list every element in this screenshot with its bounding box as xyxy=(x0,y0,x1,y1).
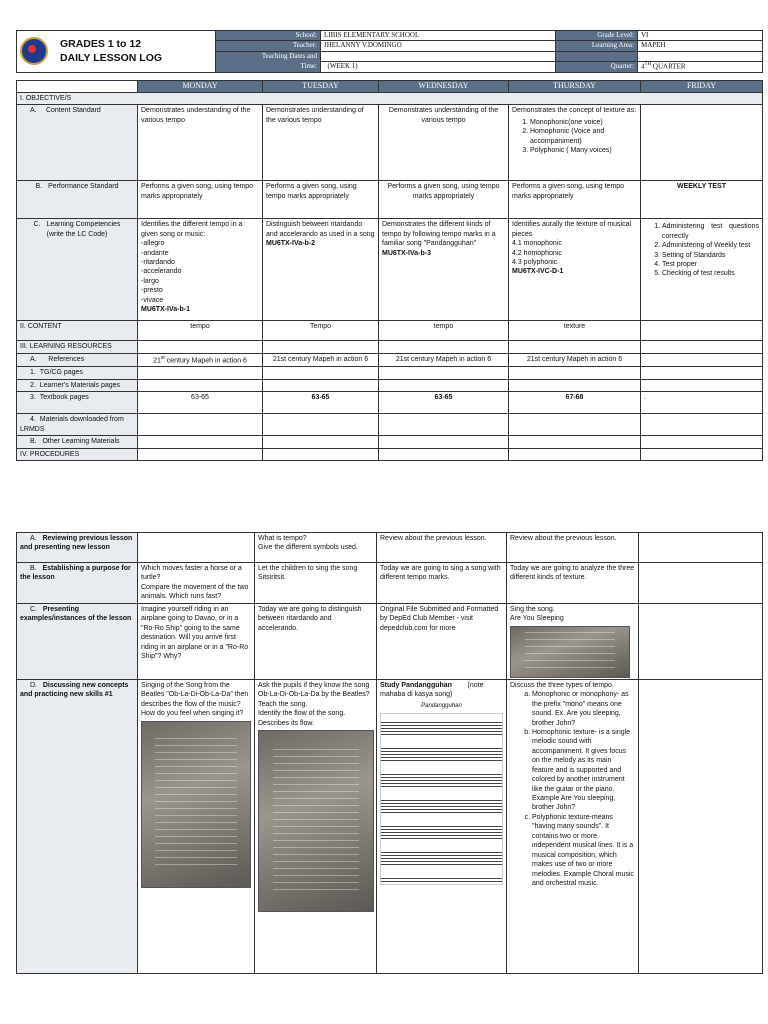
day-header-tuesday: TUESDAY xyxy=(263,81,379,93)
performance-standard-label: B. Performance Standard xyxy=(17,181,138,219)
purpose-mon: Which moves faster a horse or a turtle? Compare the movement of the two animals. Which runs fast? xyxy=(138,563,255,604)
lc-code-thu: MU6TX-IVC-D-1 xyxy=(512,268,564,276)
textbook-pages-label: 3. Textbook pages xyxy=(17,392,138,414)
reviewing-mon xyxy=(138,533,255,563)
area-label: Learning Area: xyxy=(556,41,638,51)
content-thu: texture xyxy=(509,321,641,341)
textbook-tue: 63-65 xyxy=(263,392,379,414)
discussing-wed: Study Pandangguhan (note mahaba di kasya song) Pandangguhan xyxy=(377,679,507,973)
lesson-table-procedures xyxy=(16,532,762,974)
header-title-cell xyxy=(17,31,216,73)
references-thu: 21st century Mapeh in action 6 xyxy=(509,353,641,367)
purpose-thu: Today we are going to analyze the three different kinds of texture. xyxy=(507,563,639,604)
header-block xyxy=(16,30,762,73)
references-wed: 21st century Mapeh in action 6 xyxy=(379,353,509,367)
presenting-wed: Original File Submitted and Formatted by DepEd Club Member - visit depedclub.com for more xyxy=(377,603,507,679)
reviewing-wed: Review about the previous lesson. xyxy=(377,533,507,563)
performance-wed: Performs a given song, using tempo marks appropriately xyxy=(379,181,509,219)
references-mon: 21st century Mapeh in action 6 xyxy=(138,353,263,367)
references-tue: 21st century Mapeh in action 6 xyxy=(263,353,379,367)
lc-mon: Identifies the different tempo in a given song or music: -allegro -andante -ritardando -accelerando -largo -presto -vivace MU6TX-IVa-b-1 xyxy=(138,219,263,321)
school-label: School: xyxy=(216,31,321,41)
content-standard-tue: Demonstrates understanding of the various tempo xyxy=(263,105,379,181)
content-standard-fri xyxy=(641,105,763,181)
lyrics-photo-mon xyxy=(141,721,251,888)
materials-downloaded-label: 4. Materials downloaded from LRMDS xyxy=(17,414,138,436)
resources-heading: III. LEARNING RESOURCES xyxy=(17,341,138,353)
other-materials-label: B. Other Learning Materials xyxy=(17,436,138,448)
objectives-heading: I. OBJECTIVE/S xyxy=(17,92,763,104)
discussing-tue: Ask the pupils if they know the song Ob-La-Di-Ob-La-Da by the Beatles? Teach the song. Identify the flow of the song. Describes its flow. xyxy=(255,679,377,973)
song-book-photo xyxy=(510,626,630,678)
content-tue: Tempo xyxy=(263,321,379,341)
presenting-fri xyxy=(639,603,763,679)
lc-wed: Demonstrates the different kinds of tempo by following tempo marks in a familiar song "Pandangguhan" MU6TX-IVa-b-3 xyxy=(379,219,509,321)
page-title: GRADES 1 to 12 DAILY LESSON LOG xyxy=(59,38,163,65)
day-header-monday: MONDAY xyxy=(138,81,263,93)
quarter-value: 4TH QUARTER xyxy=(638,61,763,72)
teacher-label: Teacher: xyxy=(216,41,321,51)
dates-label: Teaching Dates and Time: xyxy=(216,51,321,72)
textbook-thu: 67-68 xyxy=(509,392,641,414)
sheet-music-image xyxy=(380,713,503,885)
lc-thu: Identifies aurally the texture of musical pieces 4.1 monophonic 4.2 homophonic 4.3 polyphonic MU6TX-IVC-D-1 xyxy=(509,219,641,321)
presenting-thu: Sing the song. Are You Sleeping xyxy=(507,603,639,679)
purpose-fri xyxy=(639,563,763,604)
day-header-thursday: THURSDAY xyxy=(509,81,641,93)
quarter-label: Quarter: xyxy=(556,61,638,72)
performance-mon: Performs a given song, using tempo marks appropriately xyxy=(138,181,263,219)
content-wed: tempo xyxy=(379,321,509,341)
teacher-value: JHELANNY V.DOMINGO xyxy=(321,41,556,51)
lc-code-mon: MU6TX-IVa-b-1 xyxy=(141,306,191,314)
presenting-label: C. Presenting examples/instances of the lesson xyxy=(17,603,138,679)
content-standard-mon: Demonstrates understanding of the various tempo xyxy=(138,105,263,181)
purpose-tue: Let the children to sing the song Sitsiritsit. xyxy=(255,563,377,604)
presenting-mon: Imagine yourself riding in an airplane going to Davao, or in a "Ro-Ro Ship" going to the same destination. Will you arrive first riding in an airplane or in a "Ro-Ro Ship"? Why? xyxy=(138,603,255,679)
texture-item: 1. Monophonic(one voice) xyxy=(530,118,637,127)
blank-label xyxy=(556,51,638,61)
texture-definition: c. Polyphonic texture-means "having many sounds". It contains two or more independent musical lines. It is a musical composition, which makes use of two or more melodies. Example Choral music and orchestral music. xyxy=(532,813,635,889)
learning-competencies-label: C. Learning Competencies (write the LC Code) xyxy=(17,219,138,321)
lc-code-tue: MU6TX-IVa-b-2 xyxy=(266,240,316,248)
references-label: A. References xyxy=(17,353,138,367)
textbook-wed: 63-65 xyxy=(379,392,509,414)
score-title: Pandangguhan xyxy=(421,702,462,709)
lyrics-photo-tue xyxy=(258,730,374,912)
texture-item: 2. Homophonic (Voice and accompaniment) xyxy=(530,127,637,146)
content-standard-wed: Demonstrates understanding of the various tempo xyxy=(379,105,509,181)
reviewing-label: A. Reviewing previous lesson and presenting new lesson xyxy=(17,533,138,563)
performance-tue: Performs a given song, using tempo marks appropriately xyxy=(263,181,379,219)
grade-value: VI xyxy=(638,31,763,41)
lc-code-wed: MU6TX-IVa-b-3 xyxy=(382,249,432,257)
school-value: LIBIS ELEMENTARY SCHOOL xyxy=(321,31,556,41)
content-heading: II. CONTENT xyxy=(17,321,138,341)
reviewing-fri xyxy=(639,533,763,563)
discussing-label: D. Discussing new concepts and practicing new skills #1 xyxy=(17,679,138,973)
discussing-mon: Singing of the Song from the Beatles "Ob-La-Di-Ob-La-Da" then describes the flow of the music? How do you feel when singing it? xyxy=(138,679,255,973)
content-standard-label: A. Content Standard xyxy=(17,105,138,181)
performance-fri: WEEKLY TEST xyxy=(641,181,763,219)
procedures-heading: IV. PROCEDURES xyxy=(17,448,138,460)
discussing-thu: Discuss the three types of tempo. a. Monophonic or monophony- as the prefix "mono" means one sound. Ex. Are you sleeping, brother John? b. Homophonic texture- is a single melodic sound with accompaniment. It gives focus on the melody as its main feature and is supported and colored by another instrument like the guitar or the piano. Example Are You sleeping, brother John? c. Polyphonic texture-means "having many sounds". It contains two or more independent musical lines. It is a musical composition, which makes use of two or more melodies. Example Choral music and orchestral music. xyxy=(507,679,639,973)
texture-definition: a. Monophonic or monophony- as the prefix "mono" means one sound. Ex. Are you sleeping, brother John? xyxy=(532,690,635,728)
purpose-wed: Today we are going to sing a song with different tempo marks. xyxy=(377,563,507,604)
deped-seal-icon xyxy=(20,37,48,65)
tg-pages-label: 1. TG/CG pages xyxy=(17,367,138,379)
day-header-friday: FRIDAY xyxy=(641,81,763,93)
content-standard-thu: Demonstrates the concept of texture as: 1. Monophonic(one voice) 2. Homophonic (Voice and accompaniment) 3. Polyphonic ( Many voices) xyxy=(509,105,641,181)
lesson-table-top xyxy=(16,80,762,461)
discussing-fri xyxy=(639,679,763,973)
performance-thu: Performs a given song, using tempo marks appropriately xyxy=(509,181,641,219)
textbook-mon: 63-65 xyxy=(138,392,263,414)
grade-label: Grade Level: xyxy=(556,31,638,41)
day-header-wednesday: WEDNESDAY xyxy=(379,81,509,93)
content-mon: tempo xyxy=(138,321,263,341)
lc-tue: Distinguish between ritardando and accelerando as used in a song MU6TX-IVa-b-2 xyxy=(263,219,379,321)
presenting-tue: Today we are going to distinguish between ritardando and accelerando. xyxy=(255,603,377,679)
texture-item: 3. Polyphonic ( Many voices) xyxy=(530,146,637,155)
area-value: MAPEH xyxy=(638,41,763,51)
reviewing-tue: What is tempo? Give the different symbols used. xyxy=(255,533,377,563)
dates-value: (WEEK 1) xyxy=(321,61,556,72)
dates-value-top xyxy=(321,51,556,61)
textbook-fri: . xyxy=(641,392,763,414)
content-fri xyxy=(641,321,763,341)
lc-fri: 1. Administering test questions correctly 2. Administering of Weekly test 3. Setting of Standards 4. Test proper 5. Checking of test results xyxy=(641,219,763,321)
texture-definition: b. Homophonic texture- is a single melodic sound with accompaniment. It gives focus on the melody as its main feature and is supported and colored by another instrument like the guitar or the piano. Example Are You sleeping, brother John? xyxy=(532,728,635,813)
purpose-label: B. Establishing a purpose for the lesson xyxy=(17,563,138,604)
blank-value xyxy=(638,51,763,61)
lm-pages-label: 2. Learner's Materials pages xyxy=(17,379,138,391)
reviewing-thu: Review about the previous lesson. xyxy=(507,533,639,563)
corner-cell xyxy=(17,81,138,93)
